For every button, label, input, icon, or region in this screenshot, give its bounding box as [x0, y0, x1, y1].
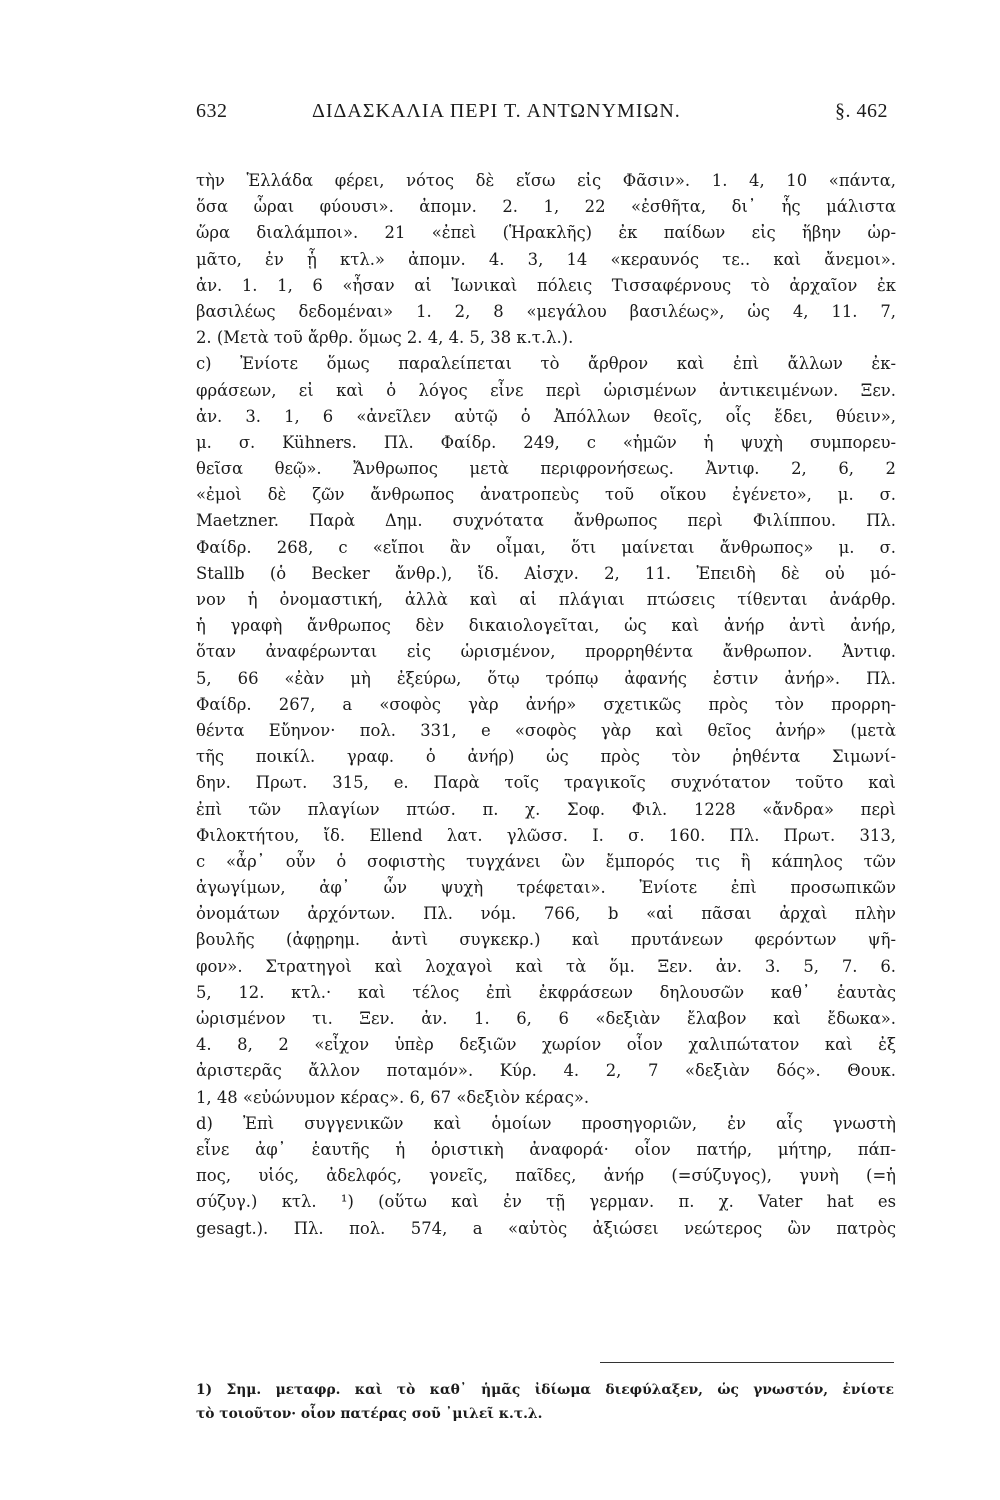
body-text	[196, 168, 896, 1242]
text-line: Maetzner. Παρὰ Δημ. συχνότατα ἄνθρωπος περὶ Φιλίππου. Πλ.	[196, 511, 896, 531]
text-line: ὥρα διαλάμποι». 21 «ἐπεὶ (Ἡρακλῆς) ἐκ παίδων εἰς ἥβην ὡρ-	[196, 223, 896, 243]
footnote	[196, 1378, 894, 1426]
text-line: μᾶτο, ἐν ᾗ κτλ.» ἀπομν. 4. 3, 14 «κεραυνός τε.. καὶ ἄνεμοι».	[196, 249, 896, 269]
text-line: Φαίδρ. 268, c «εἴποι ἂν οἶμαι, ὅτι μαίνεται ἄνθρωπος» μ. σ.	[196, 537, 896, 557]
text-line: 4. 8, 2 «εἶχον ὑπὲρ δεξιῶν χωρίον οἷον χαλιπώτατον καὶ ἐξ	[196, 1035, 896, 1055]
text-line: ἀγωγίμων, ἀφ᾽ ὧν ψυχὴ τρέφεται». Ἐνίοτε ἐπὶ προσωπικῶν	[196, 878, 896, 898]
text-line: c «ἆρ᾽ οὖν ὁ σοφιστὴς τυγχάνει ὢν ἔμπορός τις ἢ κάπηλος τῶν	[196, 851, 896, 871]
text-line: «ἐμοὶ δὲ ζῶν ἄνθρωπος ἀνατροπεὺς τοῦ οἴκου ἐγένετο», μ. σ.	[196, 485, 896, 505]
running-header	[196, 100, 888, 140]
footnote-line: 1) Σημ. μεταφρ. καὶ τὸ καθ᾽ ἡμᾶς ἰδίωμα διεφύλαξεν, ὡς γνωστόν, ἐνίοτε	[196, 1382, 894, 1398]
text-line: d) Ἐπὶ συγγενικῶν καὶ ὁμοίων προσηγοριῶν, ἐν αἷς γνωστὴ	[196, 1113, 896, 1133]
text-line: Stallb (ὁ Becker ἄνθρ.), ἴδ. Αἰσχν. 2, 11. Ἐπειδὴ δὲ οὐ μό-	[196, 563, 896, 583]
text-line: θέντα Εὔηνον· πολ. 331, e «σοφὸς γὰρ καὶ θεῖος ἀνήρ» (μετὰ	[196, 720, 896, 740]
text-line: ὅταν ἀναφέρωνται εἰς ὡρισμένον, προρρηθέντα ἄνθρωπον. Ἀντιφ.	[196, 642, 896, 662]
text-line: σύζυγ.) κτλ. ¹) (οὕτω καὶ ἐν τῇ γερμαν. π. χ. Vater hat es	[196, 1192, 896, 1212]
text-line: 5, 66 «ἐὰν μὴ ἐξεύρω, ὅτῳ τρόπῳ ἀφανής ἐστιν ἀνήρ». Πλ.	[196, 668, 896, 688]
footnote-rule	[600, 1362, 894, 1363]
text-line: βασιλέως δεδομέναι» 1. 2, 8 «μεγάλου βασιλέως», ὡς 4, 11. 7,	[196, 301, 896, 321]
text-line: ὀνομάτων ἀρχόντων. Πλ. νόμ. 766, b «αἱ πᾶσαι ἀρχαὶ πλὴν	[196, 904, 896, 924]
text-line: Φιλοκτήτου, ἴδ. Ellend λατ. γλῶσσ. I. σ. 160. Πλ. Πρωτ. 313,	[196, 825, 896, 845]
text-line: δην. Πρωτ. 315, e. Παρὰ τοῖς τραγικοῖς συχνότατον τοῦτο καὶ	[196, 773, 896, 793]
page-number: 632	[196, 100, 228, 122]
text-line: c) Ἐνίοτε ὅμως παραλείπεται τὸ ἄρθρον καὶ ἐπὶ ἄλλων ἐκ-	[196, 354, 896, 374]
text-line: φράσεων, εἰ καὶ ὁ λόγος εἶνε περὶ ὡρισμένων ἀντικειμένων. Ξεν.	[196, 380, 896, 400]
running-title: ΔΙΔΑΣΚΑΛΙΑ ΠΕΡΙ Τ. ΑΝΤΩΝΥΜΙΩΝ.	[312, 100, 681, 122]
text-line: ὅσα ὧραι φύουσι». ἀπομν. 2. 1, 22 «ἐσθῆτα, δι᾽ ἧς μάλιστα	[196, 197, 896, 217]
text-line: ἐπὶ τῶν πλαγίων πτώσ. π. χ. Σοφ. Φιλ. 1228 «ἄνδρα» περὶ	[196, 799, 896, 819]
text-line: ἀν. 1. 1, 6 «ἦσαν αἱ Ἰωνικαὶ πόλεις Τισσαφέρνους τὸ ἀρχαῖον ἐκ	[196, 275, 896, 295]
text-line: ἡ γραφὴ ἄνθρωπος δὲν δικαιολογεῖται, ὡς καὶ ἀνήρ ἀντὶ ἀνήρ,	[196, 616, 896, 636]
text-line: gesagt.). Πλ. πολ. 574, a «αὐτὸς ἀξιώσει νεώτερος ὢν πατρὸς	[196, 1218, 896, 1238]
text-line: φον». Στρατηγοὶ καὶ λοχαγοὶ καὶ τὰ ὅμ. Ξεν. ἀν. 3. 5, 7. 6.	[196, 956, 896, 976]
text-line: εἶνε ἀφ᾽ ἑαυτῆς ἡ ὁριστικὴ ἀναφορά· οἷον πατήρ, μήτηρ, πάπ-	[196, 1139, 896, 1159]
text-line: τῆς ποικίλ. γραφ. ὁ ἀνήρ) ὡς πρὸς τὸν ῥηθέντα Σιμωνί-	[196, 747, 896, 767]
text-line: 2. (Μετὰ τοῦ ἄρθρ. ὅμως 2. 4, 4. 5, 38 κ.τ.λ.).	[196, 328, 574, 348]
text-line: τὴν Ἑλλάδα φέρει, νότος δὲ εἴσω εἰς Φᾶσιν». 1. 4, 10 «πάντα,	[196, 171, 896, 190]
text-line: βουλῆς (ἀφῃρημ. ἀντὶ συγκεκρ.) καὶ πρυτάνεων φερόντων ψῆ-	[196, 930, 896, 950]
text-line: ὡρισμένον τι. Ξεν. ἀν. 1. 6, 6 «δεξιὰν ἔλαβον καὶ ἔδωκα».	[196, 1009, 896, 1028]
text-line: μ. σ. Kühners. Πλ. Φαίδρ. 249, c «ἡμῶν ἡ ψυχὴ συμπορευ-	[196, 432, 896, 452]
text-line: ἀν. 3. 1, 6 «ἀνεῖλεν αὐτῷ ὁ Ἀπόλλων θεοῖς, οἷς ἔδει, θύειν»,	[196, 406, 896, 426]
section-number: §. 462	[835, 100, 888, 122]
text-line: ἀριστερᾶς ἄλλον ποταμόν». Κύρ. 4. 2, 7 «δεξιὰν δός». Θουκ.	[196, 1061, 896, 1081]
text-line: νον ἡ ὀνομαστική, ἀλλὰ καὶ αἱ πλάγιαι πτώσεις τίθενται ἀνάρθρ.	[196, 590, 896, 609]
text-line: πος, υἱός, ἀδελφός, γονεῖς, παῖδες, ἀνήρ (=σύζυγος), γυνὴ (=ἡ	[196, 1166, 896, 1186]
footnote-line: τὸ τοιοῦτον· οἷον πατέρας σοῦ ᾽μιλεῖ κ.τ.λ.	[196, 1406, 543, 1422]
text-line: Φαίδρ. 267, a «σοφὸς γὰρ ἀνήρ» σχετικῶς πρὸς τὸν προρρη-	[196, 694, 896, 714]
text-line: 5, 12. κτλ.· καὶ τέλος ἐπὶ ἐκφράσεων δηλουσῶν καθ᾽ ἑαυτὰς	[196, 982, 896, 1002]
text-line: 1, 48 «εὐώνυμον κέρας». 6, 67 «δεξιὸν κέρας».	[196, 1087, 590, 1107]
text-line: θεῖσα θεῷ». Ἄνθρωπος μετὰ περιφρονήσεως. Ἀντιφ. 2, 6, 2	[196, 459, 896, 479]
